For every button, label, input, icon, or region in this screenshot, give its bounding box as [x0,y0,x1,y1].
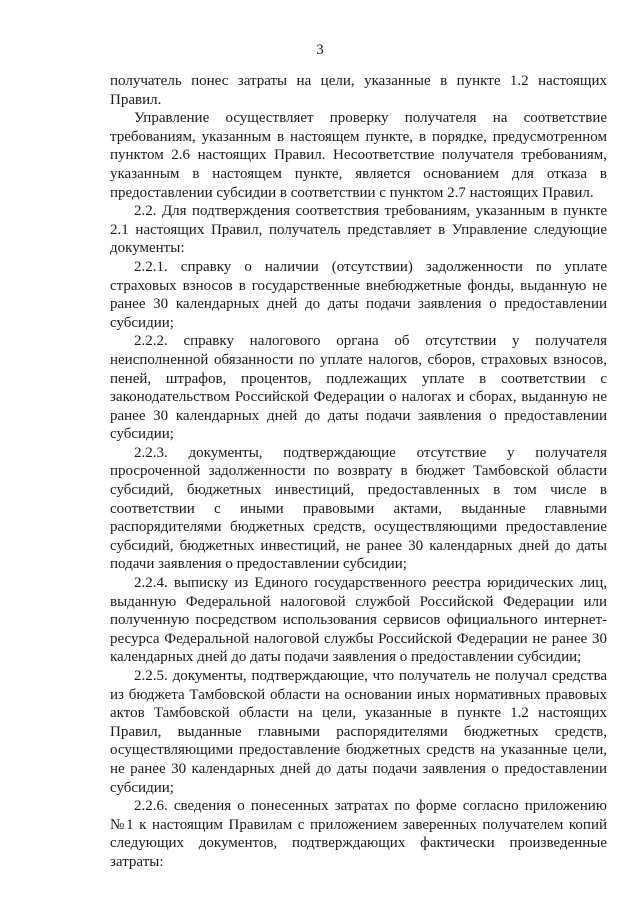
paragraph-2-2-4: 2.2.4. выписку из Единого государственного реестра юридических лиц, выданную Федеральной налоговой службой Российской Федерации или полученную посредством использования сервисов официального интернет-ресурса Федеральной налоговой службы Российской Федерации не ранее 30 календарных дней до даты подачи заявления о предоставлении субсидии; [110,575,607,666]
paragraph-continuation: получатель понес затраты на цели, указанные в пункте 1.2 настоящих Правил. [110,73,607,108]
page-number: 3 [316,42,324,58]
paragraph-verification: Управление осуществляет проверку получателя на соответствие требованиям, указанным в настоящем пункте, в порядке, предусмотренном пунктом 2.6 настоящих Правил. Несоответствие получателя требованиям, указанным в настоящем пункте, является основанием для отказа в предоставлении субсидии в соответствии с пунктом 2.7 настоящих Правил. [110,110,607,201]
paragraph-2-2-2: 2.2.2. справку налогового органа об отсутствии у получателя неисполненной обязанности по уплате налогов, сборов, страховых взносов, пеней, штрафов, процентов, подлежащих уплате в соответствии с законодательством Российской Федерации о налогах и сборах, выданную не ранее 30 календарных дней до даты подачи заявления о предоставлении субсидии; [110,333,607,443]
paragraph-2-2-6: 2.2.6. сведения о понесенных затратах по форме согласно приложению №1 к настоящим Правилам с приложением заверенных получателем копий следующих документов, подтверждающих фактически произведенные затраты: [110,798,607,870]
paragraph-2-2-3: 2.2.3. документы, подтверждающие отсутствие у получателя просроченной задолженности по возврату в бюджет Тамбовской области субсидий, бюджетных инвестиций, предоставленных в том числе в соответствии с иными правовыми актами, выданные главными распорядителями бюджетных средств, осуществляющими предоставление субсидий, бюджетных инвестиций, не ранее 30 календарных дней до даты подачи заявления о предоставлении субсидии; [110,444,607,573]
paragraph-2-2: 2.2. Для подтверждения соответствия требованиям, указанным в пункте 2.1 настоящих Правил, получатель представляет в Управление следующие документы: [110,203,607,257]
document-body [110,72,607,872]
paragraph-2-2-5: 2.2.5. документы, подтверждающие, что получатель не получал средства из бюджета Тамбовской области на основании иных нормативных правовых актов Тамбовской области на цели, указанные в пункте 1.2 настоящих Правил, выданные главными распорядителями бюджетных средств, осуществляющими предоставление бюджетных средств на указанные цели, не ранее 30 календарных дней до даты подачи заявления о предоставлении субсидии; [110,668,607,796]
paragraph-2-2-1: 2.2.1. справку о наличии (отсутствии) задолженности по уплате страховых взносов в государственные внебюджетные фонды, выданную не ранее 30 календарных дней до даты подачи заявления о предоставлении субсидии; [110,258,607,331]
